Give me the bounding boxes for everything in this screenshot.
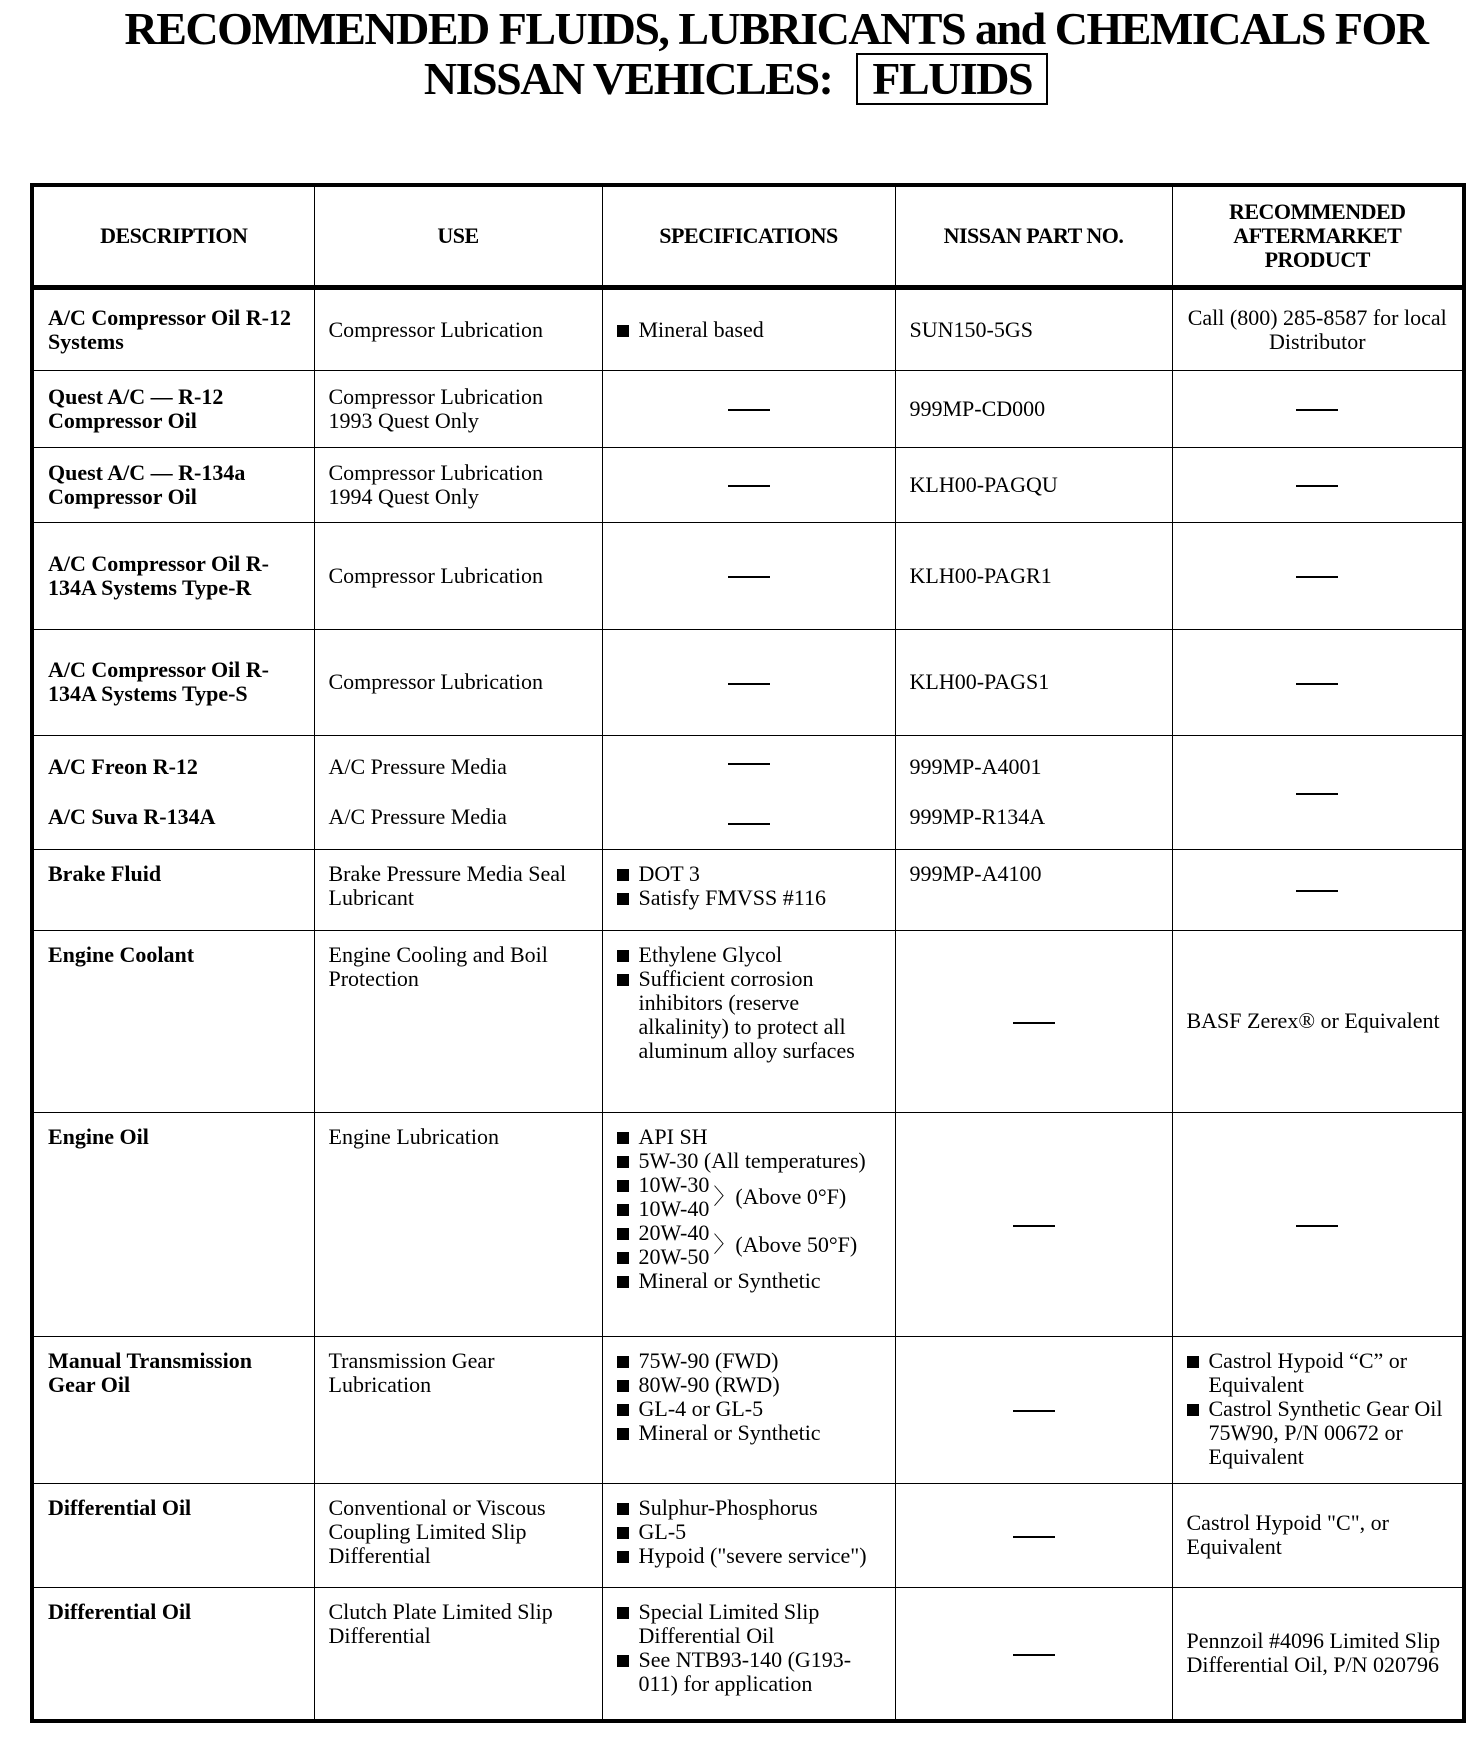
dash: [910, 1212, 1158, 1236]
page-title-line-1: RECOMMENDED FLUIDS, LUBRICANTS and CHEMICALS FOR: [124, 3, 1428, 54]
aftermarket-item: Castrol Synthetic Gear Oil 75W90, P/N 00672 or Equivalent: [1187, 1397, 1449, 1469]
spec-list: [617, 943, 881, 1063]
part-number: KLH00-PAGQU: [909, 471, 1058, 497]
description-text: Engine Oil: [48, 1123, 149, 1149]
part-number: 999MP-R134A: [909, 804, 1046, 829]
dash: [617, 397, 881, 421]
use-cell: [314, 1587, 602, 1721]
part-number-cell: [895, 522, 1172, 629]
title-text: NISSAN VEHICLES:: [423, 53, 833, 104]
part-number: 999MP-A4001: [909, 754, 1042, 779]
aftermarket-cell: [1172, 1336, 1464, 1483]
spec-item: See NTB93-140 (G193-011) for application: [617, 1648, 881, 1696]
dash: [910, 1398, 1158, 1422]
spec-list: [617, 1496, 881, 1568]
specifications-cell: [602, 735, 895, 849]
table-header-row: [32, 185, 1464, 287]
description-text: Brake Fluid: [48, 860, 162, 886]
description-text: A/C Compressor Oil R-134A Systems Type-R: [48, 550, 270, 600]
description-text: Engine Coolant: [48, 941, 195, 967]
description-cell: [32, 287, 314, 370]
dash: [617, 473, 881, 497]
dash: [1187, 878, 1449, 902]
spec-item: Sufficient corrosion inhibitors (reserve alkalinity) to protect all aluminum alloy surfaces: [617, 967, 881, 1063]
spec-group: [617, 1173, 881, 1221]
description-cell: [32, 735, 314, 849]
spec-item: Sulphur-Phosphorus: [617, 1496, 881, 1520]
use-text: Transmission Gear Lubrication: [328, 1347, 495, 1397]
specifications-cell: [602, 629, 895, 735]
spec-list: [617, 1349, 881, 1445]
specifications-cell: [602, 849, 895, 930]
aftermarket-cell: [1172, 629, 1464, 735]
part-number-cell: [895, 629, 1172, 735]
part-number: KLH00-PAGR1: [909, 562, 1052, 588]
column-header-aftermarket: RECOMMENDED AFTERMARKET PRODUCT: [1172, 185, 1464, 287]
dash: [910, 1009, 1158, 1033]
aftermarket-cell: [1172, 849, 1464, 930]
part-number-cell: [895, 370, 1172, 447]
description-cell: [32, 447, 314, 522]
aftermarket-text: Castrol Hypoid "C", or Equivalent: [1186, 1510, 1390, 1559]
aftermarket-cell: [1172, 735, 1464, 849]
description-cell: [32, 1112, 314, 1336]
use-cell: [314, 629, 602, 735]
aftermarket-cell: [1172, 930, 1464, 1112]
column-header-description: DESCRIPTION: [32, 185, 314, 287]
dash: [617, 564, 881, 588]
use-text: Compressor Lubrication 1994 Quest Only: [328, 459, 543, 509]
part-number-cell: [895, 735, 1172, 849]
use-text: Compressor Lubrication: [328, 316, 543, 342]
spec-group-list: [617, 1173, 710, 1221]
dash: [1187, 473, 1449, 497]
column-header-part-no: NISSAN PART NO.: [895, 185, 1172, 287]
specifications-cell: [602, 1587, 895, 1721]
spec-item: 5W-30 (All temperatures): [617, 1149, 881, 1173]
column-header-specifications: SPECIFICATIONS: [602, 185, 895, 287]
description-cell: [32, 629, 314, 735]
use-cell: [314, 735, 602, 849]
part-number-cell: [895, 1587, 1172, 1721]
description-text: A/C Suva R-134A: [48, 804, 216, 829]
part-number-cell: [895, 1336, 1172, 1483]
description-text: A/C Freon R-12: [48, 754, 198, 779]
description-cell: [32, 1483, 314, 1587]
spec-item: DOT 3: [617, 862, 881, 886]
table-row: [32, 1587, 1464, 1721]
spec-group-note: 〉(Above 50°F): [713, 1231, 858, 1257]
specifications-cell: [602, 370, 895, 447]
dash: [1187, 397, 1449, 421]
page-title-line-2: [0, 52, 1472, 106]
dash: [1187, 670, 1449, 694]
aftermarket-item: Castrol Hypoid “C” or Equivalent: [1187, 1349, 1449, 1397]
fluids-table: [30, 183, 1466, 1723]
part-number-cell: [895, 1112, 1172, 1336]
table-row: [32, 447, 1464, 522]
aftermarket-text: BASF Zerex® or Equivalent: [1186, 1008, 1440, 1033]
aftermarket-cell: [1172, 1587, 1464, 1721]
part-number: SUN150-5GS: [909, 316, 1033, 342]
specifications-cell: [602, 930, 895, 1112]
table-row: [32, 287, 1464, 370]
use-cell: [314, 1483, 602, 1587]
description-cell: [32, 522, 314, 629]
part-number-cell: [895, 930, 1172, 1112]
aftermarket-text: Pennzoil #4096 Limited Slip Differential Oil, P/N 020796: [1186, 1628, 1441, 1678]
part-number: 999MP-CD000: [909, 395, 1046, 421]
aftermarket-list: [1187, 1349, 1449, 1469]
specifications-cell: [602, 1112, 895, 1336]
aftermarket-cell: [1172, 447, 1464, 522]
description-text: Quest A/C — R-12 Compressor Oil: [48, 383, 224, 433]
column-header-use: USE: [314, 185, 602, 287]
dash: [1187, 564, 1449, 588]
dash: [617, 810, 881, 834]
spec-item: Mineral based: [617, 318, 881, 342]
use-text: Engine Cooling and Boil Protection: [328, 941, 548, 991]
specifications-cell: [602, 287, 895, 370]
use-cell: [314, 930, 602, 1112]
description-cell: [32, 849, 314, 930]
use-text: Clutch Plate Limited Slip Differential: [328, 1598, 553, 1648]
use-cell: [314, 1336, 602, 1483]
spec-item: Mineral or Synthetic: [617, 1421, 881, 1445]
spec-list: [617, 318, 881, 342]
spec-group-list: [617, 1221, 710, 1269]
aftermarket-cell: [1172, 1483, 1464, 1587]
dash: [617, 750, 881, 774]
description-cell: [32, 930, 314, 1112]
use-text: Brake Pressure Media Seal Lubricant: [328, 860, 567, 910]
specifications-cell: [602, 1483, 895, 1587]
use-text: A/C Pressure Media: [328, 754, 507, 779]
dash: [1187, 780, 1449, 804]
aftermarket-cell: [1172, 1112, 1464, 1336]
spec-item: API SH: [617, 1125, 881, 1149]
specifications-cell: [602, 522, 895, 629]
spec-item: Mineral or Synthetic: [617, 1269, 881, 1293]
use-cell: [314, 849, 602, 930]
spec-item: 10W-40: [617, 1197, 710, 1221]
part-number: KLH00-PAGS1: [909, 669, 1050, 694]
dash: [910, 1523, 1158, 1547]
description-text: Manual Transmission Gear Oil: [48, 1347, 252, 1397]
part-number-cell: [895, 447, 1172, 522]
use-text: Compressor Lubrication: [328, 562, 543, 588]
specifications-cell: [602, 1336, 895, 1483]
dash: [910, 1641, 1158, 1665]
description-text: Quest A/C — R-134a Compressor Oil: [48, 459, 246, 509]
description-cell: [32, 1336, 314, 1483]
table-row: [32, 522, 1464, 629]
part-number-cell: [895, 1483, 1172, 1587]
part-number-cell: [895, 287, 1172, 370]
spec-item: 10W-30: [617, 1173, 710, 1197]
use-text: Engine Lubrication: [328, 1123, 499, 1149]
spec-item: 75W-90 (FWD): [617, 1349, 881, 1373]
part-number: 999MP-A4100: [909, 860, 1042, 886]
description-text: Differential Oil: [48, 1598, 192, 1624]
use-cell: [314, 1112, 602, 1336]
use-cell: [314, 287, 602, 370]
table-row: [32, 1336, 1464, 1483]
table-row: [32, 629, 1464, 735]
spec-list: [617, 1125, 881, 1293]
spec-item: Hypoid ("severe service"): [617, 1544, 881, 1568]
spec-item: 20W-40: [617, 1221, 710, 1245]
use-text: A/C Pressure Media: [328, 804, 507, 829]
description-cell: [32, 1587, 314, 1721]
aftermarket-cell: [1172, 370, 1464, 447]
spec-list: [617, 862, 881, 910]
description-cell: [32, 370, 314, 447]
dash: [1187, 1212, 1449, 1236]
specifications-cell: [602, 447, 895, 522]
spec-group-note: 〉(Above 0°F): [713, 1183, 847, 1209]
table-row: [32, 370, 1464, 447]
use-text: Compressor Lubrication: [328, 669, 543, 694]
use-text: Conventional or Viscous Coupling Limited Slip Differential: [328, 1494, 546, 1568]
use-cell: [314, 522, 602, 629]
table-row: [32, 930, 1464, 1112]
part-number-cell: [895, 849, 1172, 930]
dash: [617, 670, 881, 694]
description-text: A/C Compressor Oil R-134A Systems Type-S: [48, 657, 270, 706]
use-text: Compressor Lubrication 1993 Quest Only: [328, 383, 543, 433]
spec-list: [617, 1600, 881, 1696]
spec-item: Special Limited Slip Differential Oil: [617, 1600, 881, 1648]
spec-group: [617, 1221, 881, 1269]
spec-item: 80W-90 (RWD): [617, 1373, 881, 1397]
spec-item: GL-4 or GL-5: [617, 1397, 881, 1421]
spec-item: GL-5: [617, 1520, 881, 1544]
spec-item: Ethylene Glycol: [617, 943, 881, 967]
description-text: A/C Compressor Oil R-12 Systems: [48, 304, 292, 354]
aftermarket-cell: [1172, 522, 1464, 629]
category-badge: FLUIDS: [856, 53, 1048, 105]
table-row: [32, 1112, 1464, 1336]
aftermarket-text: Call (800) 285-8587 for local Distributor: [1187, 304, 1447, 354]
spec-item: 20W-50: [617, 1245, 710, 1269]
table-row: [32, 735, 1464, 849]
description-text: Differential Oil: [48, 1494, 192, 1520]
table-row: [32, 1483, 1464, 1587]
table-row: [32, 849, 1464, 930]
use-cell: [314, 370, 602, 447]
use-cell: [314, 447, 602, 522]
spec-item: Satisfy FMVSS #116: [617, 886, 881, 910]
aftermarket-cell: [1172, 287, 1464, 370]
